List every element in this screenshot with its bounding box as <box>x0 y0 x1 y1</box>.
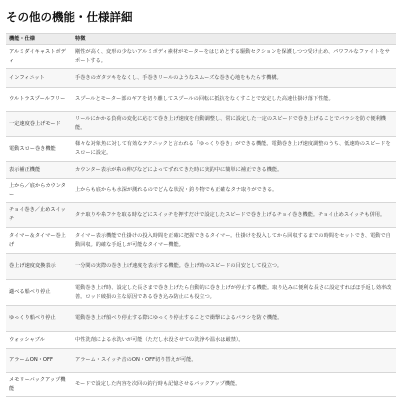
table-row <box>6 69 396 88</box>
table-header-row <box>6 34 396 45</box>
feature-description: リールにかかる負荷の変化に応じて巻き上げ速度を自動調整し、常に設定した一定のスピードで巻き上げることでバラシを防ぐ便利機能。 <box>72 112 396 137</box>
feature-name: 一定速度巻上げモード <box>6 112 72 137</box>
table-row <box>6 254 396 280</box>
table-row <box>6 45 396 69</box>
feature-name: チョイ巻き／止めスイッチ <box>6 203 72 228</box>
feature-description: 電動巻き上げ船ベり停止する際にゆっくり停止することで衝撃によるバラシを防ぐ機能。 <box>72 306 396 332</box>
table-row <box>6 373 396 397</box>
table-row <box>6 280 396 306</box>
column-header-feature: 機能・仕様 <box>6 34 72 45</box>
feature-name: 表示補正機能 <box>6 162 72 179</box>
feature-description: タナ取りや糸フケを取る時などにスイッチを押すだけで設定したスピードで巻き上げるチョイ巻き機能。チョイ止めスイッチも併用。 <box>72 203 396 228</box>
spec-table-body <box>6 45 396 397</box>
table-row <box>6 203 396 228</box>
feature-description: アラーム・スイッチ音のON・OFF切り替えが可能。 <box>72 349 396 373</box>
table-row <box>6 332 396 349</box>
table-row <box>6 228 396 254</box>
feature-name: 適べる船ベり停止 <box>6 280 72 306</box>
feature-description: 様々な対象魚に対して有効なテクニックと言われる「ゆっくり巻き」ができる機能。電動巻き上げ速度調整のうち、低速時のスピードをスローに設定。 <box>72 137 396 162</box>
feature-name: ウォッシャブル <box>6 332 72 349</box>
feature-name: 上から／底からカウンター <box>6 179 72 203</box>
feature-name: インフィニット <box>6 69 72 88</box>
feature-description: カウンター表示が糸の伸びなどによってずれてきた時に実釣中に簡単に補正できる機能。 <box>72 162 396 179</box>
feature-name: アルミダイキャストボディ <box>6 45 72 69</box>
page-title: その他の機能・仕様詳細 <box>6 10 133 24</box>
feature-description: 上からも底からも水深が測れるのでどんな状況・釣り物でも正確なタナ取りができる。 <box>72 179 396 203</box>
feature-description: モードで設定した内容を次回の釣行時も記憶させるバックアップ機能。 <box>72 373 396 397</box>
feature-name: ウルトラスプールフリー <box>6 88 72 112</box>
feature-description: 一分間の実際の巻き上げ速度を表示する機能。巻上げ時のスピードの目安として役立つ。 <box>72 254 396 280</box>
table-row <box>6 349 396 373</box>
feature-description: 剛性が高く、変形の少ないアルミボディ素材がモーターをはじめとする駆動セクションを保護しつつ受け止め、パワフルなファイトをサポートする。 <box>72 45 396 69</box>
table-row <box>6 162 396 179</box>
feature-description: スプールとモーター部のギアを切り離してスプールの回転に抵抗をなくすことで安定した高速仕掛け落下性能。 <box>72 88 396 112</box>
feature-description: 手巻きのガタツキをなくし、手巻きリールのようなスムーズな巻き心地をもたらす機構。 <box>72 69 396 88</box>
column-header-description: 特徴 <box>72 34 396 45</box>
feature-name: アラームON・OFF <box>6 349 72 373</box>
table-row <box>6 112 396 137</box>
table-row <box>6 179 396 203</box>
feature-description: 中性洗剤による水洗いが可能（ただし水没させての洗浄や温水は厳禁）。 <box>72 332 396 349</box>
feature-name: 巻上げ速度変換表示 <box>6 254 72 280</box>
feature-name: 電動スロー巻き機能 <box>6 137 72 162</box>
feature-name: タイマー＆タイマー巻上げ <box>6 228 72 254</box>
feature-name: ゆっくり船ベり停止 <box>6 306 72 332</box>
feature-name: メモリーバックアップ機能 <box>6 373 72 397</box>
table-row <box>6 88 396 112</box>
table-row <box>6 306 396 332</box>
table-row <box>6 137 396 162</box>
feature-description: タイマー表示機能で仕掛けの投入時間を正確に把握できるタイマー。仕掛けを投入してから回収するまでの時間をセットでき、電動で自動回収。的確な手返しが可能なタイマー機能。 <box>72 228 396 254</box>
spec-table <box>6 33 396 397</box>
feature-description: 電動巻き上げ時、設定した長さまで巻き上げたら自動的に巻き上げが停止する機能。取り込みに便利な長さに設定すればほ手返し効率改善。ロッド破損の主な原因である巻き込み防止にも役立つ。 <box>72 280 396 306</box>
